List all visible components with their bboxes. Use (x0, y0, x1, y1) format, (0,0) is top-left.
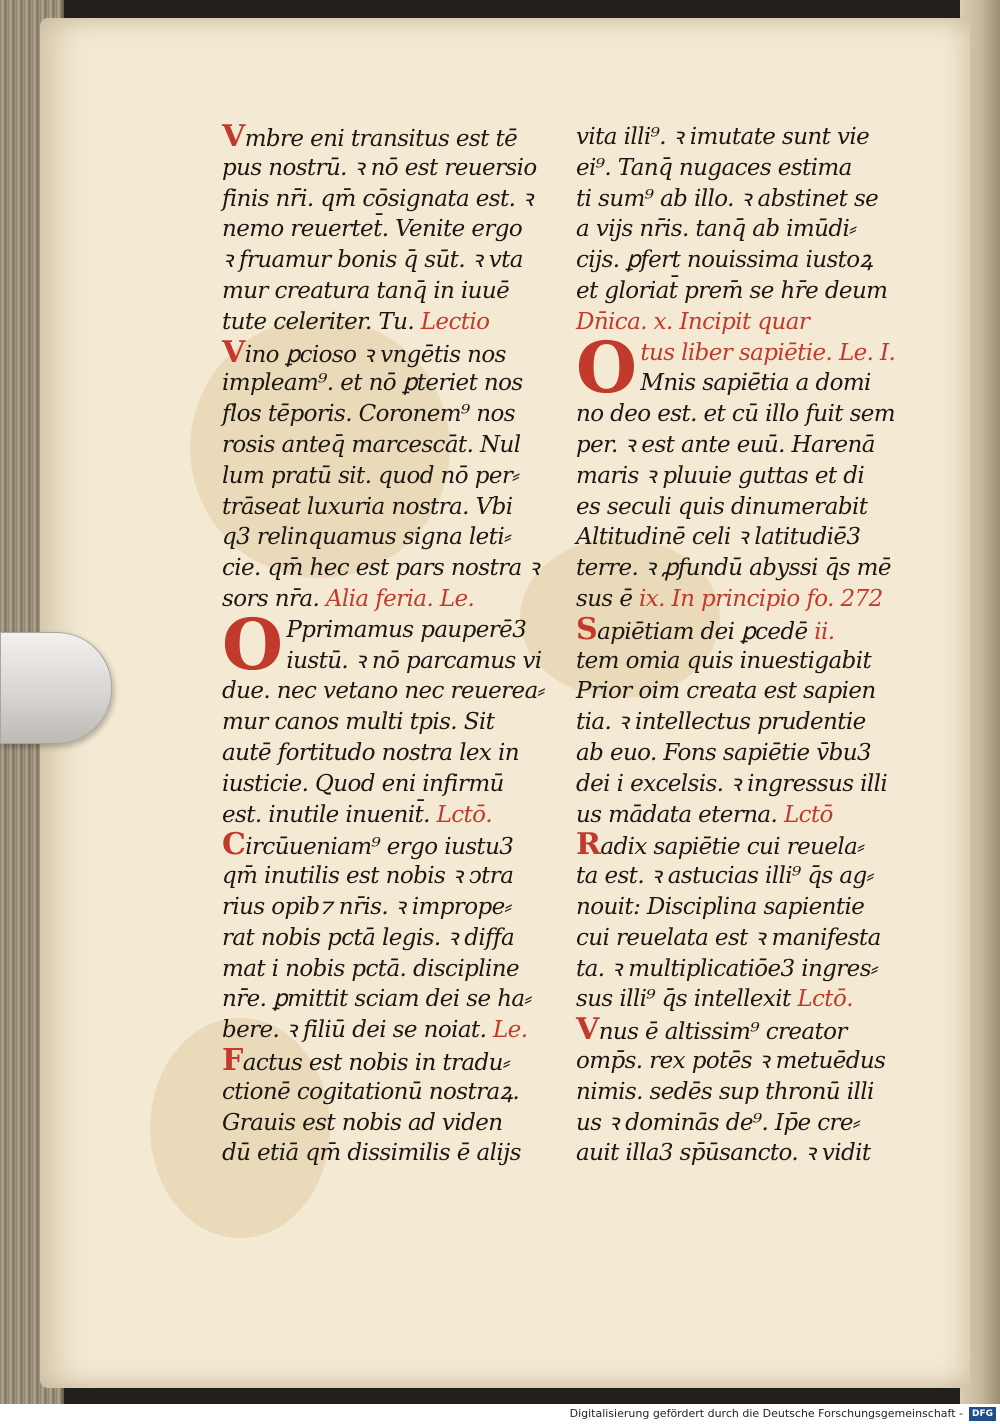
line-text: ei⁹. Tanq̄ nugaces estima (576, 154, 852, 181)
text-line (576, 646, 924, 677)
line-text: nimis. sedēs sup thronū illi (576, 1078, 874, 1105)
line-text: maris ꝛ pluuie guttas et di (576, 462, 865, 489)
rubric-text: Lctō (777, 801, 833, 828)
text-line (576, 492, 924, 523)
line-text: omp̄s. rex potēs ꝛ metuēdus (576, 1047, 886, 1074)
text-line (576, 553, 924, 584)
text-line (576, 923, 924, 954)
text-line (576, 214, 924, 245)
line-text: apiētiam dei ꝑcedē (597, 618, 808, 645)
text-line (222, 738, 572, 769)
text-line (576, 800, 924, 831)
text-line (222, 368, 572, 399)
rubricated-initial: C (222, 827, 246, 863)
text-line (576, 769, 924, 800)
line-text: per. ꝛ est ante euū. Harenā (576, 431, 875, 458)
line-text: adix sapiētie cui reuela⸗ (600, 834, 865, 861)
left-text-column (222, 119, 572, 1169)
line-text: lum pratū sit. quod nō per⸗ (222, 462, 520, 489)
text-line (222, 1077, 572, 1108)
line-text: actus est nobis in tradu⸗ (242, 1049, 510, 1076)
rubric-text: Alia feria. Le. (319, 585, 475, 612)
line-text: pus nostrū. ꝛ nō est reuersio (222, 154, 537, 181)
text-line (576, 954, 924, 985)
rubric-text: tus liber sapiētie. Le. I. (640, 339, 896, 366)
text-line (222, 492, 572, 523)
text-line (222, 984, 572, 1015)
line-text: terre. ꝛ ꝓfundū abyssi q̄s mē (576, 555, 891, 582)
line-text: q3 relinquamus signa leti⸗ (222, 524, 512, 551)
text-line (222, 276, 572, 307)
text-line (222, 1042, 572, 1078)
funding-credit: Digitalisierung gefördert durch die Deutsche Forschungsgemeinschaft - (569, 1407, 963, 1420)
line-text: cie. qm̄ hec est pars nostra ꝛ (222, 555, 539, 582)
text-line (222, 399, 572, 430)
rubric-text: Lctō. (790, 986, 853, 1013)
text-line (222, 334, 572, 370)
line-text: auit illa3 sp̄ūsancto. ꝛ vidit (576, 1140, 871, 1167)
line-text: Prior oim creata est sapien (576, 678, 876, 705)
text-line (576, 861, 924, 892)
text-line (222, 153, 572, 184)
text-line (576, 611, 924, 647)
rubricated-initial: O (222, 602, 283, 686)
text-line (576, 430, 924, 461)
line-text: finis nr̄i. qm̄ cōsignata est. ꝛ (222, 185, 533, 212)
text-line (576, 676, 924, 707)
line-text: nouit: Disciplina sapientie (576, 893, 865, 920)
line-text: sus ē (576, 585, 633, 612)
line-text: rat nobis pctā legis. ꝛ diffa (222, 924, 515, 951)
text-line (222, 800, 572, 831)
text-line (222, 214, 572, 245)
text-line (222, 861, 572, 892)
line-text: sus illi⁹ q̄s intellexit (576, 986, 791, 1013)
line-text: rosis anteq̄ marcescāt. Nul (222, 431, 521, 458)
dfg-logo: DFG (969, 1407, 996, 1421)
rubric-text: Dn̄ica. x. Incipit quar (576, 308, 810, 335)
text-line (576, 1046, 924, 1077)
text-line (576, 707, 924, 738)
line-text: nemo reuertet̄. Venite ergo (222, 216, 523, 243)
rubricated-initial: V (576, 1012, 599, 1048)
text-line (222, 892, 572, 923)
line-text: nus ē altissim⁹ creator (598, 1019, 847, 1046)
line-text: ab euo. Fons sapiētie v̄bu3 (576, 739, 872, 766)
text-line (576, 153, 924, 184)
right-text-column (576, 122, 924, 1169)
line-text: trāseat luxuria nostra. Vbi (222, 493, 513, 520)
line-text: ti sum⁹ ab illo. ꝛ abstinet se (576, 185, 879, 212)
text-line (222, 430, 572, 461)
rubric-text: Le. (486, 1017, 528, 1044)
text-line (576, 827, 924, 863)
text-line (222, 707, 572, 738)
line-text: ircūueniam⁹ ergo iustu3 (245, 834, 514, 861)
line-text: vita illi⁹. ꝛ imutate sunt vie (576, 124, 870, 150)
line-text: Grauis est nobis ad viden (222, 1109, 503, 1136)
line-text: a vijs nr̄is. tanq̄ ab imūdi⸗ (576, 216, 857, 243)
text-line (576, 122, 924, 153)
line-text: iustū. ꝛ nō parcamus vi (286, 647, 542, 674)
line-text: no deo est. et cū illo fuit sem (576, 401, 895, 428)
line-text: mur creatura tanq̄ in iuuē (222, 277, 510, 304)
text-line (222, 827, 572, 863)
text-line (222, 245, 572, 276)
text-line (576, 738, 924, 769)
line-text: impleam⁹. et nō ꝑteriet nos (222, 370, 523, 397)
text-line (222, 1138, 572, 1169)
line-text: qm̄ inutilis est nobis ꝛ ↄtra (222, 863, 514, 890)
line-text: rius opib⁊ nr̄is. ꝛ imprope⸗ (222, 893, 512, 920)
line-text: cui reuelata est ꝛ manifesta (576, 924, 881, 951)
text-line (576, 461, 924, 492)
text-line (222, 923, 572, 954)
line-text: ino ꝑcioso ꝛ vngētis nos (244, 341, 506, 368)
line-text: iusticie. Quod eni infirmū (222, 770, 504, 797)
digitization-footer (0, 1404, 1000, 1424)
line-text: cijs. ꝑfert nouissima iustoꝝ (576, 247, 873, 274)
text-line (576, 184, 924, 215)
text-line (222, 461, 572, 492)
line-text: tute celeriter. Tu. (222, 308, 415, 335)
line-text: dū etiā qm̄ dissimilis ē alijs (222, 1140, 521, 1167)
line-text: Pprimamus pauperē3 (286, 616, 527, 643)
text-line (576, 1108, 924, 1139)
line-text: Altitudinē celi ꝛ latitudiē3 (576, 524, 861, 551)
rubric-text: ii. (807, 618, 835, 645)
text-line (222, 307, 572, 338)
line-text: bere. ꝛ filiū dei se noiat. (222, 1017, 487, 1044)
rubric-text: Lctō. (429, 801, 493, 828)
text-line (222, 954, 572, 985)
line-text: Mnis sapiētia a domi (640, 370, 871, 397)
line-text: nr̄e. ꝑmittit sciam dei se ha⸗ (222, 986, 532, 1013)
rubricated-initial: O (576, 325, 637, 409)
text-line (576, 522, 924, 553)
text-line (576, 307, 924, 338)
rubric-text: ix. In principio fo. 272 (632, 585, 883, 612)
line-text: flos tēporis. Coronem⁹ nos (222, 401, 515, 428)
line-text: ta est. ꝛ astucias illi⁹ q̄s ag⸗ (576, 863, 874, 890)
text-line (222, 1015, 572, 1046)
line-text: mbre eni transitus est tē (244, 126, 518, 152)
text-line (222, 1108, 572, 1139)
text-line (222, 769, 572, 800)
line-text: est. inutile inuenit̄. (222, 801, 430, 828)
text-line (576, 399, 924, 430)
text-line (576, 1138, 924, 1169)
text-line (576, 245, 924, 276)
rubricated-initial: S (576, 611, 598, 647)
text-line (576, 276, 924, 307)
text-line (222, 676, 572, 707)
line-text: ꝛ fruamur bonis q̄ sūt. ꝛ vta (222, 247, 523, 274)
rubricated-initial: V (222, 334, 245, 370)
text-line (222, 522, 572, 553)
line-text: tia. ꝛ intellectus prudentie (576, 709, 866, 736)
line-text: mat i nobis pctā. discipline (222, 955, 519, 982)
line-text: mur canos multi tpis. Sit (222, 709, 495, 736)
text-line (222, 184, 572, 215)
line-text: sors nr̄a. (222, 585, 320, 612)
line-text: autē fortitudo nostra lex in (222, 739, 519, 766)
text-line (576, 984, 924, 1015)
line-text: dei i excelsis. ꝛ ingressus illi (576, 770, 888, 797)
line-text: ta. ꝛ multiplicatiōe3 ingres⸗ (576, 955, 878, 982)
rubricated-initial: V (222, 119, 245, 154)
line-text: due. nec vetano nec reuerea⸗ (222, 678, 545, 705)
line-text: tem omia quis inuestigabit (576, 647, 872, 674)
text-line (222, 119, 572, 154)
rubric-text: Lectio (414, 308, 490, 335)
rubricated-initial: F (222, 1042, 243, 1078)
line-text: es seculi quis dinumerabit (576, 493, 868, 520)
text-line (576, 1077, 924, 1108)
text-line (222, 584, 572, 615)
text-line (222, 553, 572, 584)
rubricated-initial: R (576, 827, 601, 863)
line-text: ctionē cogitationū nostraꝝ. (222, 1078, 520, 1105)
text-line (576, 892, 924, 923)
line-text: et gloriat̄ prem̄ se hr̄e deum (576, 277, 888, 304)
text-line (576, 1012, 924, 1048)
line-text: us ꝛ dominās de⁹. Ip̄e cre⸗ (576, 1109, 860, 1136)
text-line (576, 584, 924, 615)
page-clip-tab (0, 632, 112, 744)
line-text: us mādata eterna. (576, 801, 778, 828)
